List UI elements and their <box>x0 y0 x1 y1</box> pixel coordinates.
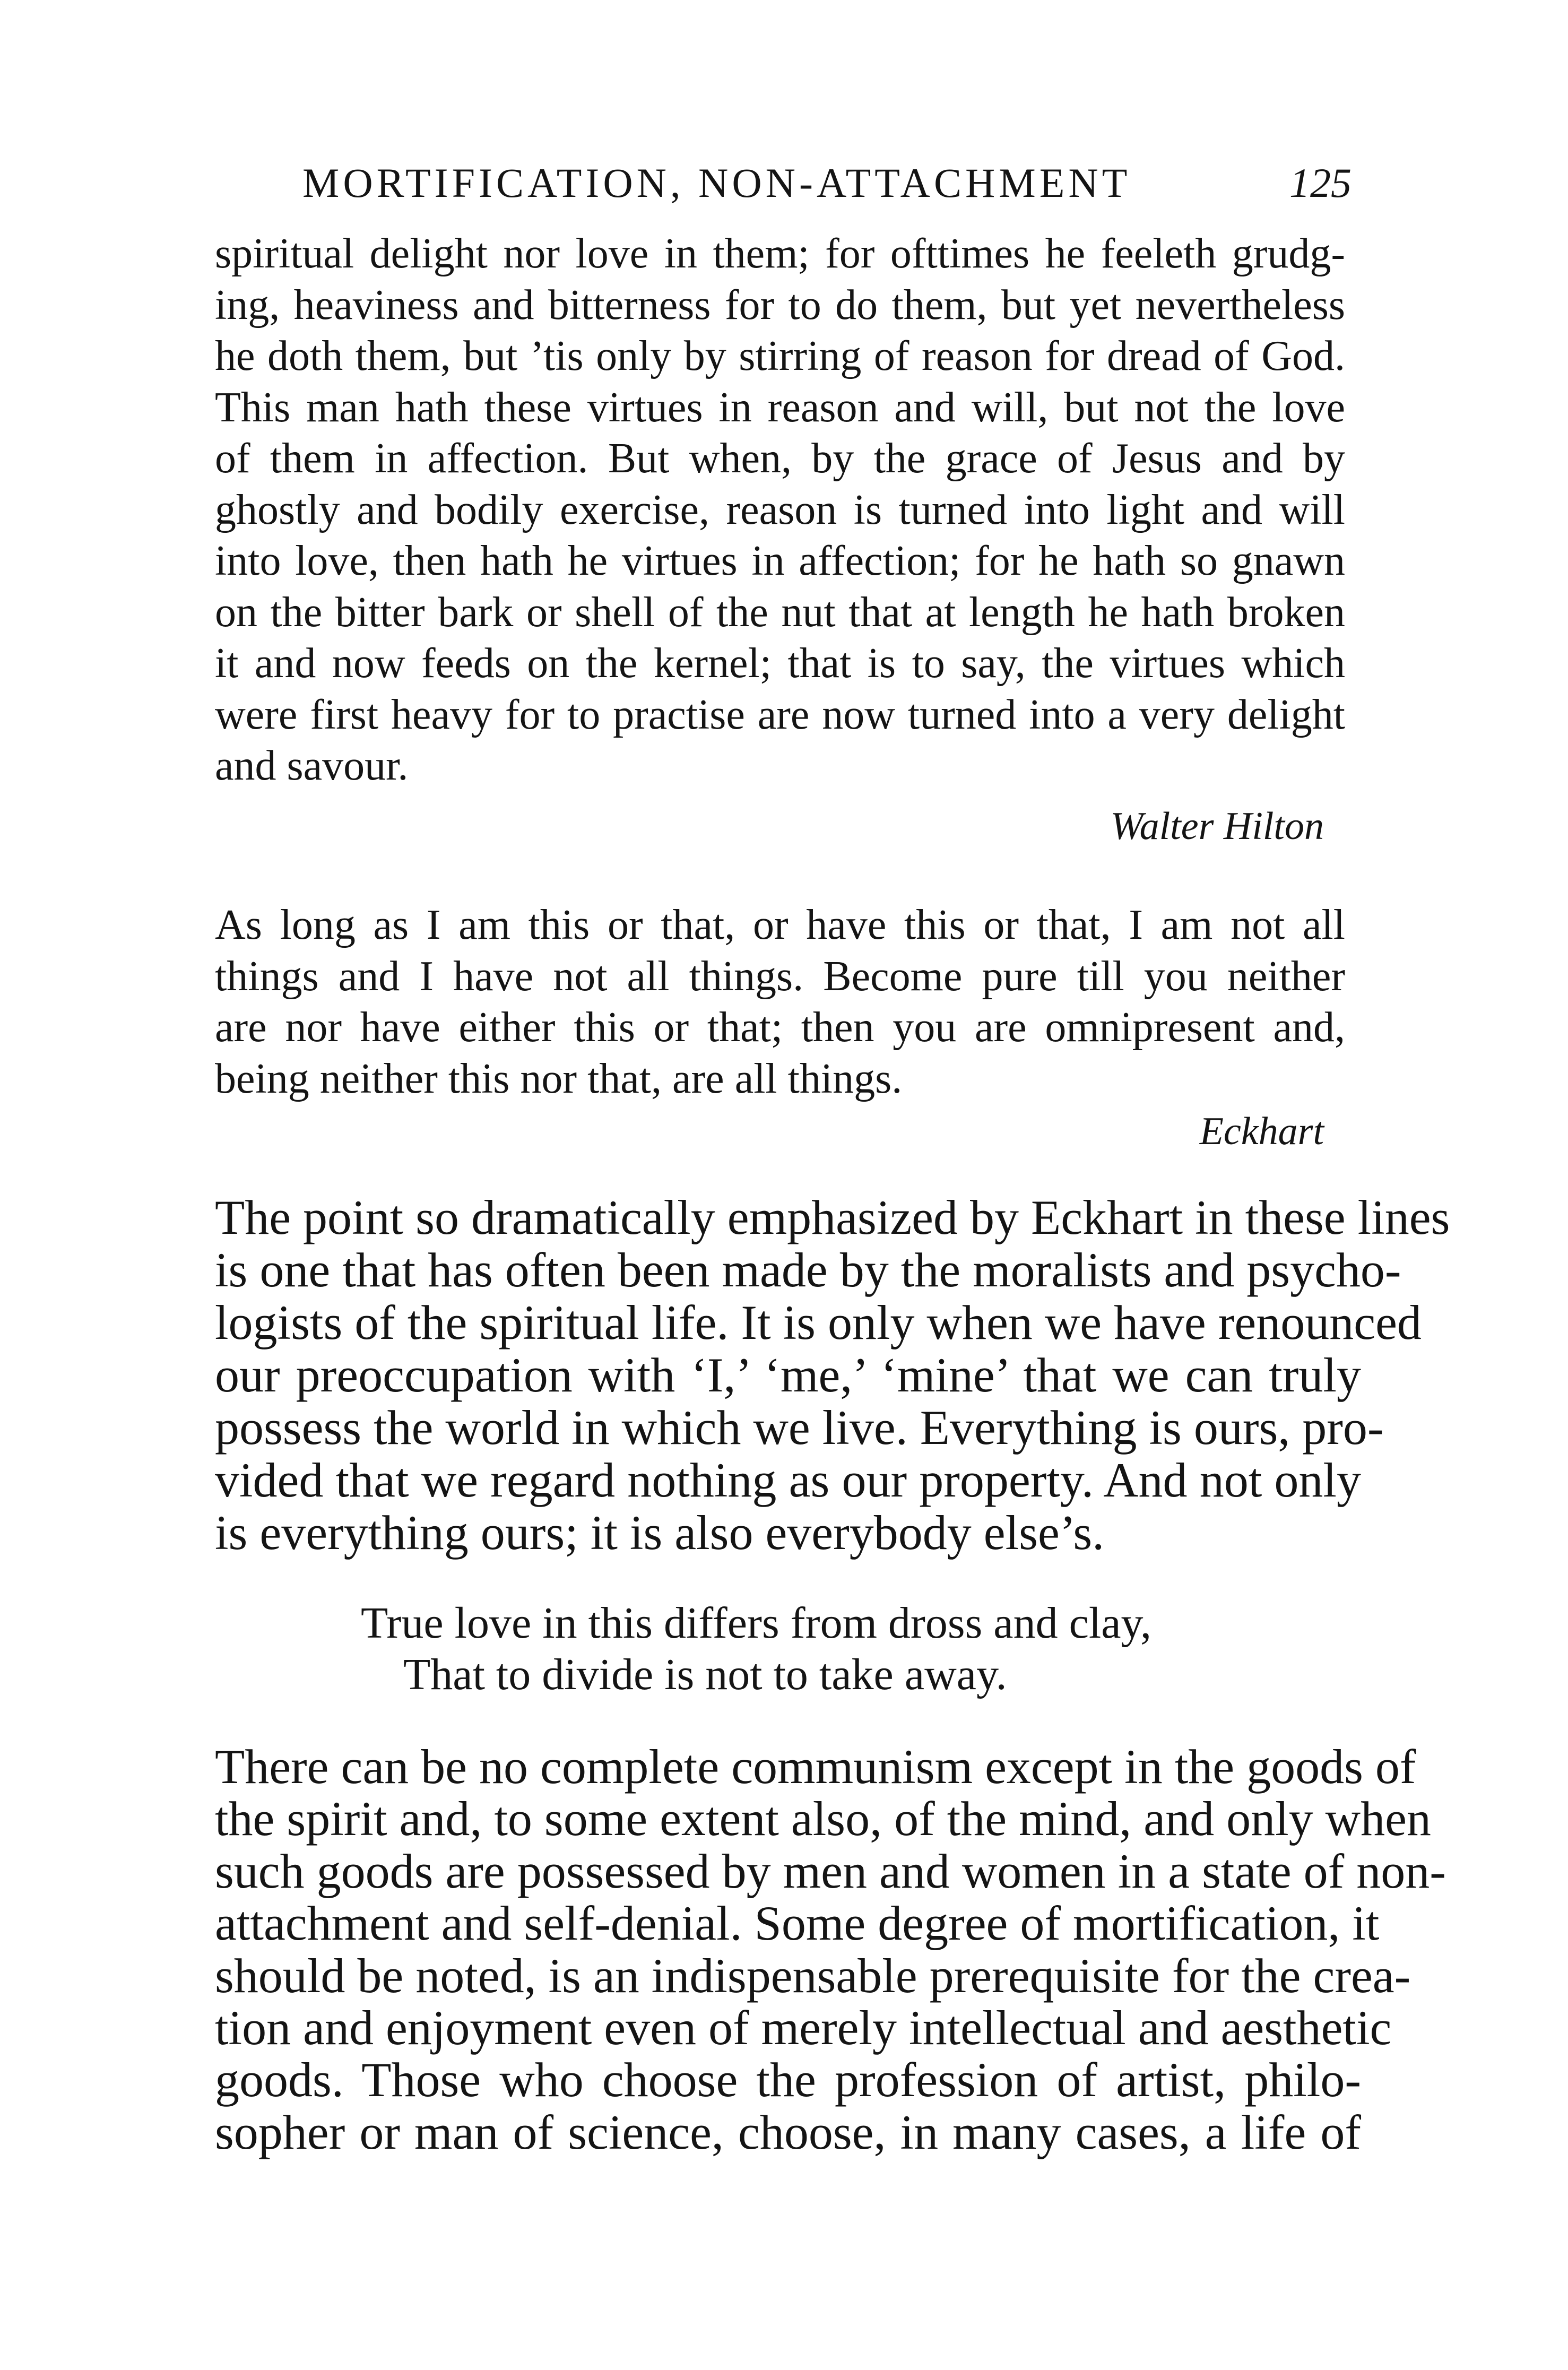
quote-line: are nor have either this or that; then you are omnipresent and, <box>215 1004 1345 1051</box>
paragraph-line: is everything ours; it is also everybody else’s. <box>215 1506 1105 1560</box>
verse-line: That to divide is not to take away. <box>403 1650 1007 1699</box>
paragraph-line: should be noted, is an indispensable prerequisite for the crea- <box>215 1948 1411 2003</box>
paragraph-line: the spirit and, to some extent also, of the mind, and only when <box>215 1792 1431 1846</box>
quote-line: This man hath these virtues in reason and will, but not the love <box>215 384 1345 431</box>
verse-line: True love in this differs from dross and clay, <box>361 1598 1152 1648</box>
quote-line: it and now feeds on the kernel; that is to say, the virtues which <box>215 640 1345 687</box>
attribution-walter-hilton: Walter Hilton <box>1110 805 1324 848</box>
paragraph-line: attachment and self-denial. Some degree of mortification, it <box>215 1896 1380 1951</box>
paragraph-line: such goods are possessed by men and women in a state of non- <box>215 1844 1446 1898</box>
paragraph-line: is one that has often been made by the moralists and psycho- <box>215 1243 1401 1297</box>
paragraph-line: possess the world in which we live. Everything is ours, pro- <box>215 1400 1384 1455</box>
paragraph-line: logists of the spiritual life. It is only when we have renounced <box>215 1295 1422 1350</box>
quote-line: of them in affection. But when, by the grace of Jesus and by <box>215 435 1345 482</box>
paragraph-line: our preoccupation with ‘I,’ ‘me,’ ‘mine’ that we can truly <box>215 1348 1361 1402</box>
quote-line: things and I have not all things. Become pure till you neither <box>215 953 1345 1000</box>
quote-line: on the bitter bark or shell of the nut that at length he hath broken <box>215 589 1345 636</box>
quote-eckhart <box>215 899 1345 1104</box>
quote-walter-hilton <box>215 228 1345 792</box>
body-paragraph <box>215 1190 1450 1560</box>
paragraph-line: goods. Those who choose the profession of artist, philo- <box>215 2053 1361 2107</box>
paragraph-line: tion and enjoyment even of merely intellectual and aesthetic <box>215 2001 1392 2055</box>
quote-line: being neither this nor that, are all things. <box>215 1055 903 1102</box>
page-number: 125 <box>1289 160 1352 206</box>
body-paragraph <box>215 1740 1446 2159</box>
quote-line: were first heavy for to practise are now turned into a very delight <box>215 691 1345 738</box>
quote-line: spiritual delight nor love in them; for ofttimes he feeleth grudg- <box>215 230 1345 277</box>
paragraph-line: sopher or man of science, choose, in many cases, a life of <box>215 2105 1361 2159</box>
quote-line: into love, then hath he virtues in affection; for he hath so gnawn <box>215 538 1345 584</box>
quote-line: As long as I am this or that, or have this or that, I am not all <box>215 902 1345 948</box>
paragraph-line: vided that we regard nothing as our property. And not only <box>215 1453 1361 1507</box>
quote-line: and savour. <box>215 742 409 789</box>
quote-line: he doth them, but ’tis only by stirring of reason for dread of God. <box>215 333 1345 379</box>
paragraph-line: The point so dramatically emphasized by Eckhart in these lines <box>215 1190 1450 1244</box>
quote-line: ing, heaviness and bitterness for to do them, but yet nevertheless <box>215 281 1345 328</box>
running-title: MORTIFICATION, NON-ATTACHMENT <box>302 160 1131 206</box>
paragraph-line: There can be no complete communism except in the goods of <box>215 1740 1416 1794</box>
quote-line: ghostly and bodily exercise, reason is turned into light and will <box>215 486 1345 533</box>
attribution-eckhart: Eckhart <box>1199 1110 1324 1153</box>
